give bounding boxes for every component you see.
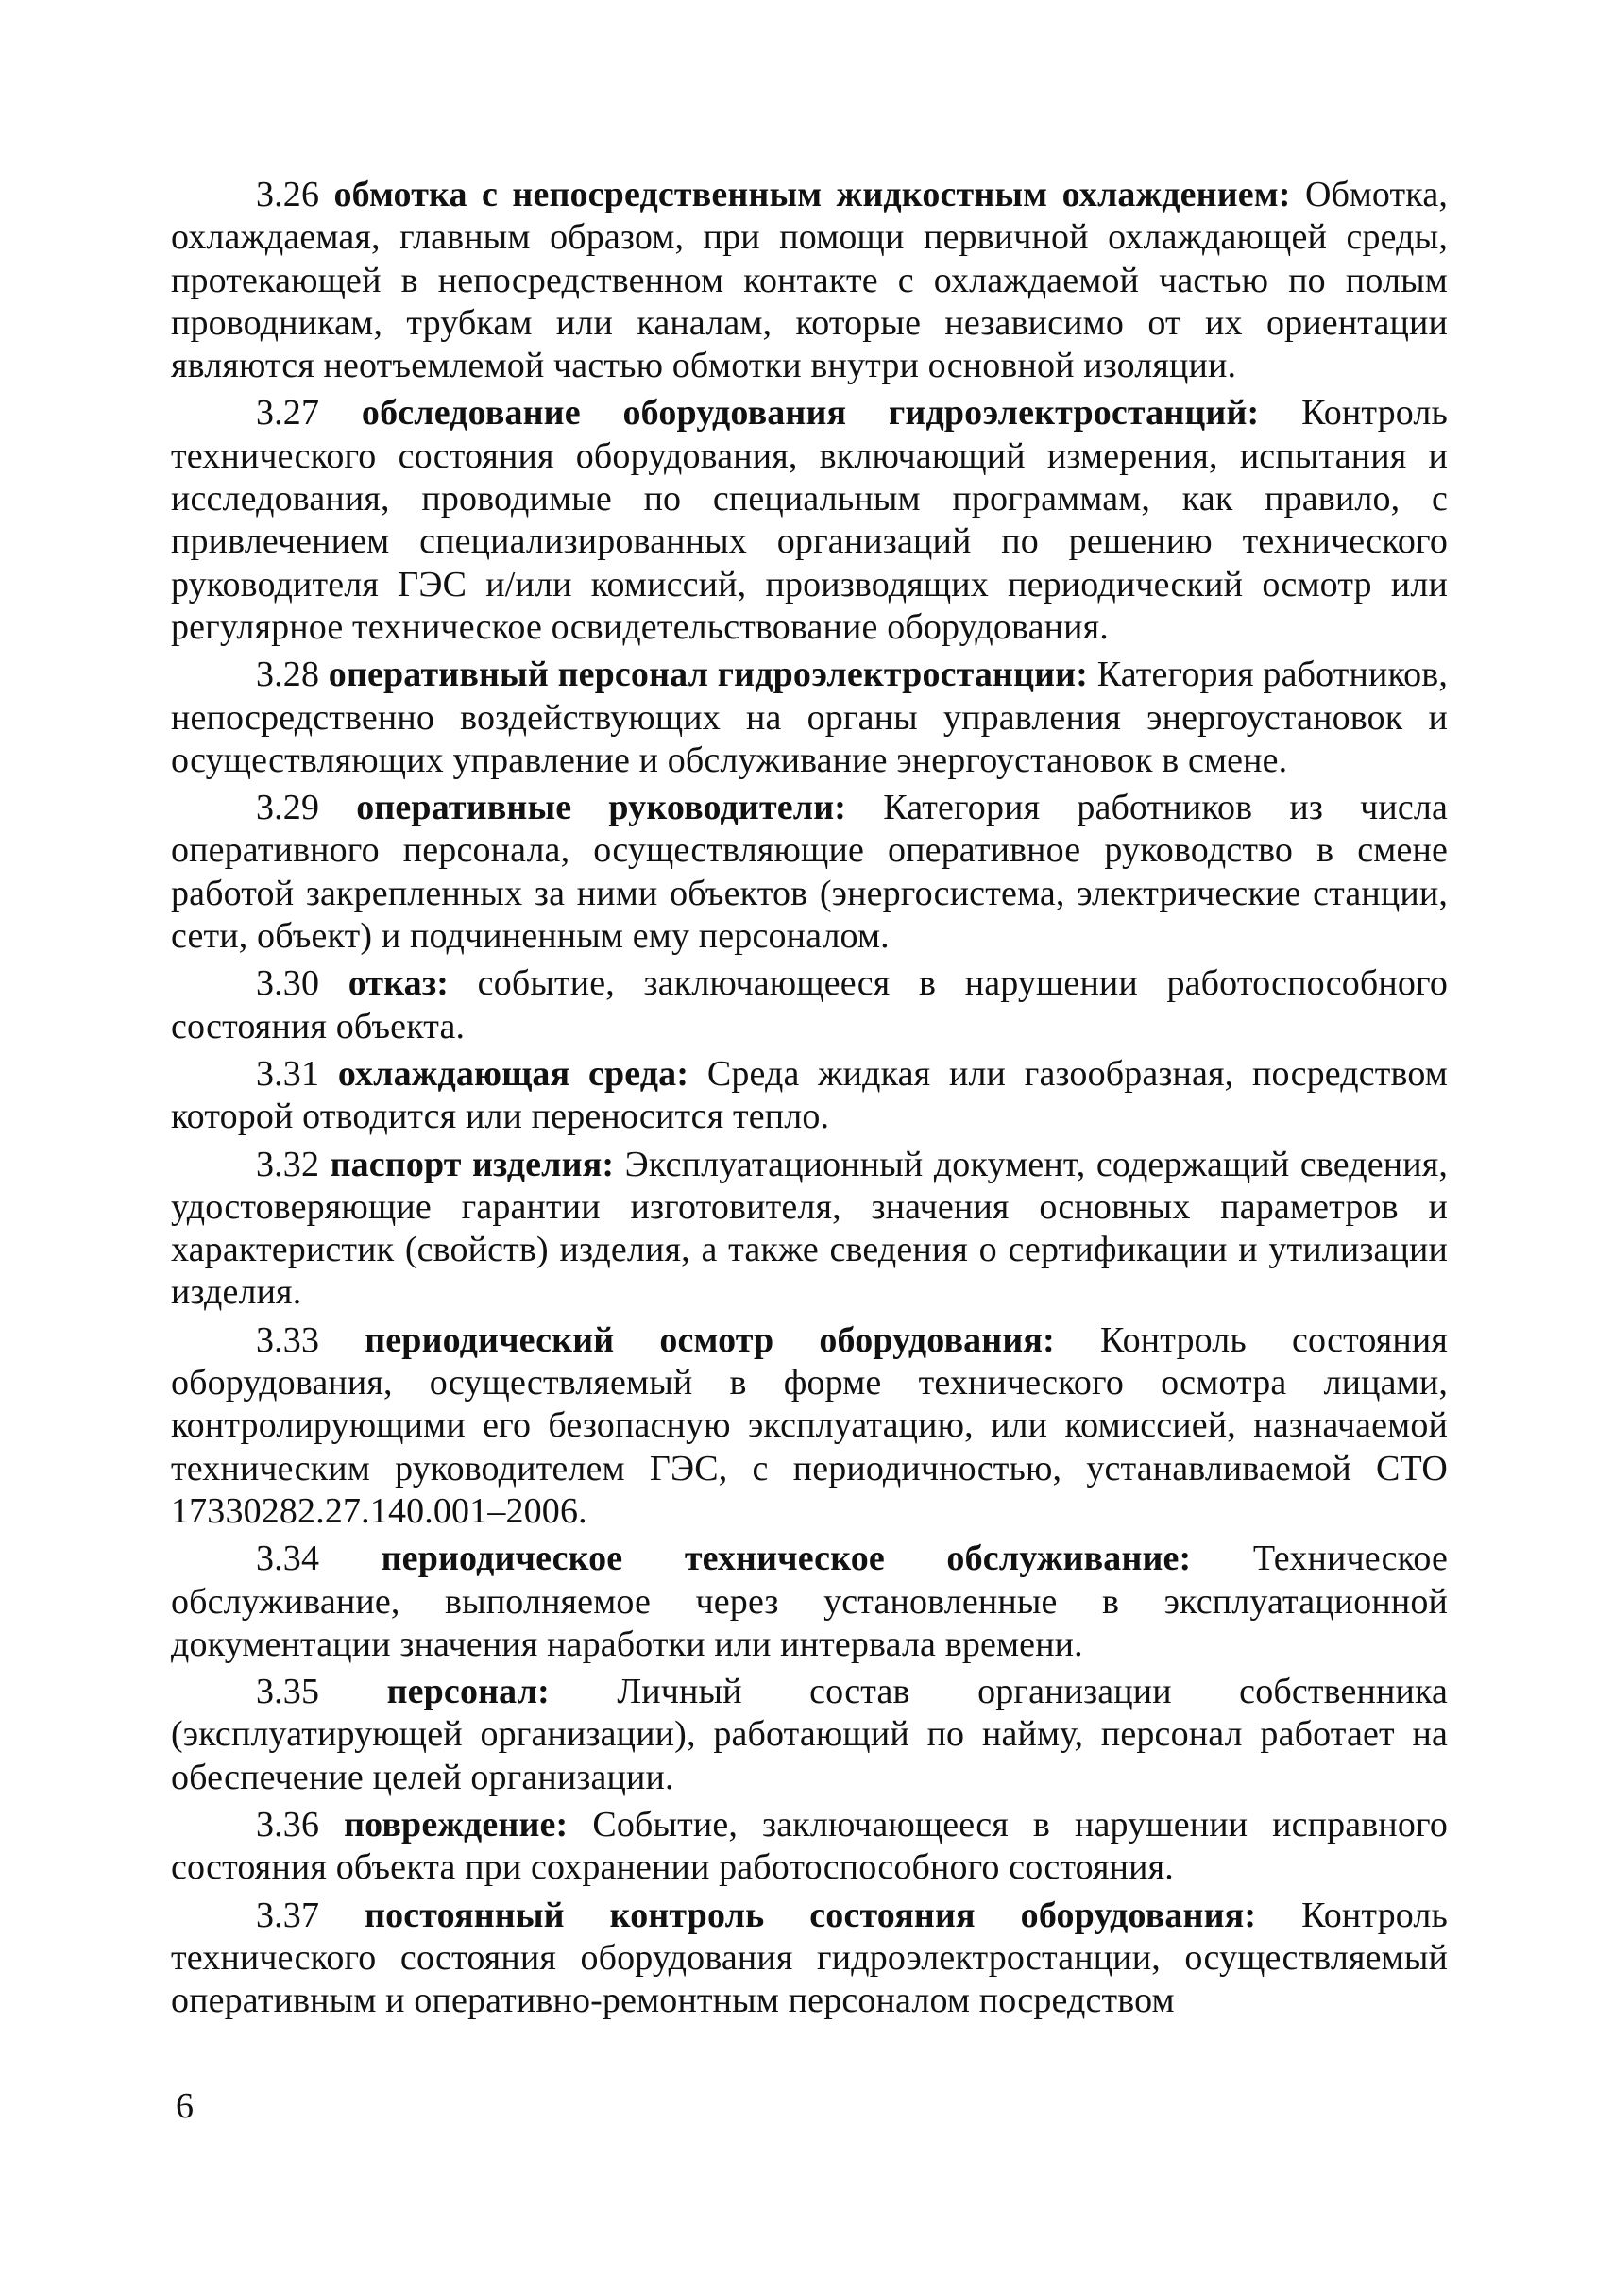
term-definition: Контроль технического состояния оборудования, включающий измерения, испытания и исследования, проводимые по специальным программам, как правило, с привлечением специализированных организаций по решению технического руководителя ГЭС и/или комиссий, производящих периодический осмотр или регулярное техническое освидетельствование оборудования. bbox=[171, 393, 1448, 647]
term-title: охлаждающая среда: bbox=[337, 1053, 689, 1094]
term-definition: Контроль состояния оборудования, осуществляемый в форме технического осмотра лицами, контролирующими его безопасную эксплуатацию, или комиссией, назначаемой техническим руководителем ГЭС, с периодичностью, устанавливаемой СТО 17330282.27.140.001–2006. bbox=[171, 1319, 1448, 1531]
term-definition: событие, заключающееся в нарушении работоспособного состояния объекта. bbox=[171, 963, 1448, 1046]
term-definition: Обмотка, охлаждаемая, главным образом, при помощи первичной охлаждающей среды, протекающей в непосредственном контакте с охлаждаемой частью по полым проводникам, трубкам или каналам, которые независимо от их ориентации являются неотъемлемой частью обмотки внутри основной изоляции. bbox=[171, 175, 1448, 386]
definition-3-28 bbox=[171, 654, 1448, 782]
definition-3-37 bbox=[171, 1895, 1448, 2023]
term-title: оперативные руководители: bbox=[356, 788, 847, 828]
definition-3-27 bbox=[171, 392, 1448, 649]
term-number: 3.27 bbox=[256, 393, 320, 434]
term-title: обмотка с непосредственным жидкостным охлаждением: bbox=[333, 175, 1291, 214]
definition-3-30 bbox=[171, 962, 1448, 1048]
term-title: периодический осмотр оборудования: bbox=[365, 1319, 1055, 1360]
term-number: 3.26 bbox=[256, 175, 320, 214]
definition-3-35 bbox=[171, 1671, 1448, 1799]
term-definition: Среда жидкая или газообразная, посредством которой отводится или переносится тепло. bbox=[171, 1053, 1448, 1137]
term-definition: Эксплуатационный документ, содержащий сведения, удостоверяющие гарантии изготовителя, значения основных параметров и характеристик (свойств) изделия, а также сведения о сертификации и утилизации изделия. bbox=[171, 1144, 1448, 1313]
definition-3-29 bbox=[171, 787, 1448, 958]
term-definition: Событие, заключающееся в нарушении исправного состояния объекта при сохранении работоспособного состояния. bbox=[171, 1804, 1448, 1888]
term-title: периодическое техническое обслуживание: bbox=[381, 1539, 1192, 1579]
term-definition: Категория работников из числа оперативного персонала, осуществляющие оперативное руководство в смене работой закрепленных за ними объектов (энергосистема, электрические станции, сети, объект) и подчиненным ему персоналом. bbox=[171, 788, 1449, 957]
term-title: обследование оборудования гидроэлектростанций: bbox=[361, 393, 1260, 434]
term-number: 3.34 bbox=[256, 1539, 320, 1579]
term-number: 3.35 bbox=[256, 1672, 320, 1712]
term-title: персонал: bbox=[386, 1672, 550, 1712]
term-number: 3.37 bbox=[256, 1895, 320, 1935]
term-definition: Личный состав организации собственника (эксплуатирующей организации), работающий по найму, персонал работает на обеспечение целей организации. bbox=[171, 1672, 1449, 1797]
term-number: 3.32 bbox=[256, 1144, 320, 1184]
term-definition: Категория работников, непосредственно воздействующих на органы управления энергоустановок и осуществляющих управление и обслуживание энергоустановок в смене. bbox=[171, 655, 1449, 780]
term-definition: Техническое обслуживание, выполняемое через установленные в эксплуатационной документации значения наработки или интервала времени. bbox=[171, 1539, 1448, 1664]
definition-3-31 bbox=[171, 1053, 1448, 1139]
term-title: оперативный персонал гидроэлектростанции: bbox=[328, 655, 1089, 695]
term-number: 3.31 bbox=[256, 1053, 320, 1094]
term-title: паспорт изделия: bbox=[330, 1144, 615, 1184]
definition-3-34 bbox=[171, 1538, 1448, 1666]
definition-3-32 bbox=[171, 1144, 1448, 1315]
term-number: 3.33 bbox=[256, 1319, 320, 1360]
term-number: 3.36 bbox=[256, 1804, 320, 1845]
term-number: 3.29 bbox=[256, 788, 320, 828]
page-number: 6 bbox=[176, 2086, 194, 2126]
definition-3-33 bbox=[171, 1319, 1448, 1533]
definitions-section bbox=[171, 174, 1448, 2027]
definition-3-26 bbox=[171, 174, 1448, 387]
term-number: 3.28 bbox=[256, 655, 320, 695]
term-definition: Контроль технического состояния оборудования гидроэлектростанции, осуществляемый оперативным и оперативно-ремонтным персоналом посредством bbox=[171, 1895, 1448, 2021]
term-title: повреждение: bbox=[344, 1804, 569, 1845]
definition-3-36 bbox=[171, 1804, 1448, 1890]
term-title: отказ: bbox=[348, 963, 450, 1004]
term-title: постоянный контроль состояния оборудования: bbox=[365, 1895, 1257, 1935]
term-number: 3.30 bbox=[256, 963, 320, 1004]
